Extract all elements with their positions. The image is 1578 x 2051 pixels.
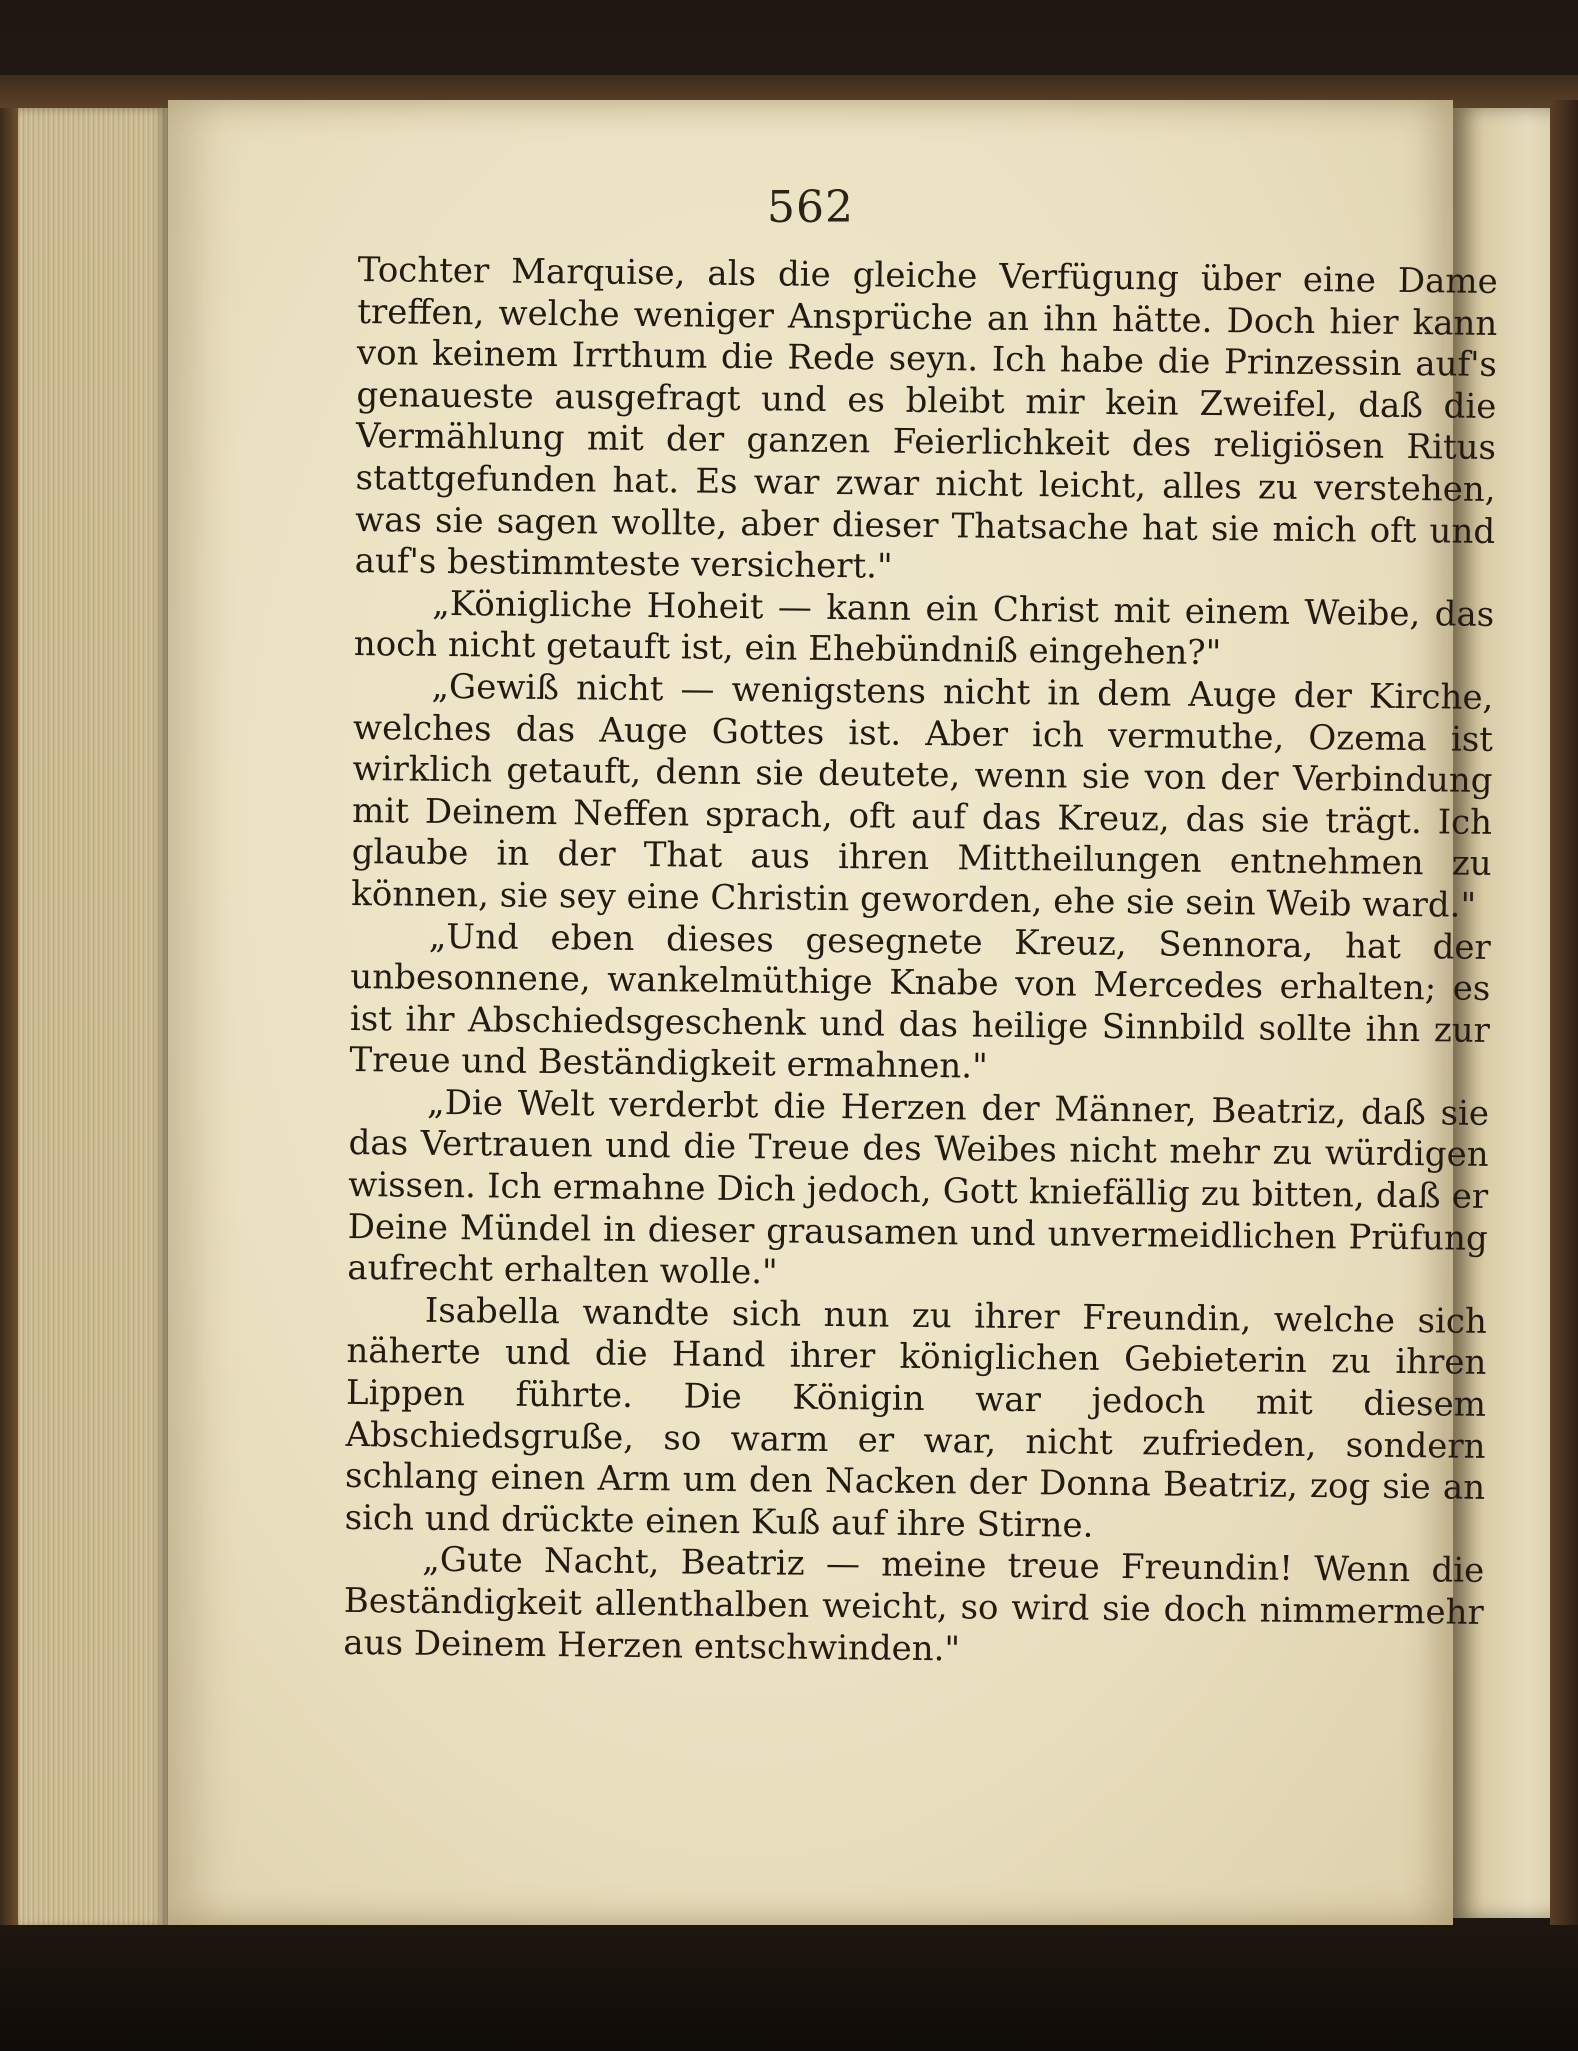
paragraph: „Königliche Hoheit — kann ein Christ mit einem Weibe, das noch nicht getauft ist, ein Ehebündniß eingehen?" xyxy=(353,583,1495,674)
paragraph: „Gewiß nicht — wenigstens nicht in dem Auge der Kirche, welches das Auge Gottes ist. Aber ich vermuthe, Ozema ist wirklich getauft, denn sie deutete, wenn sie von der Verbindung mit Deinem Neffen sprach, oft auf das Kreuz, das sie trägt. Ich glaube in der That aus ihren Mittheilungen entnehmen zu können, sie sey eine Christin geworden, ehe sie sein Weib ward." xyxy=(351,666,1494,926)
paragraph: „Gute Nacht, Beatriz — meine treue Freundin! Wenn die Beständigkeit allenthalben weicht, so wird sie doch nimmermehr aus Deinem Herzen entschwinden." xyxy=(343,1540,1485,1669)
paragraph: „Die Welt verderbt die Herzen der Männer, Beatriz, daß sie das Vertrauen und die Treue des Weibes nicht mehr zu würdigen wissen. Ich ermahne Dich jedoch, Gott kniefällig zu bitten, daß er Deine Mündel in dieser grausamen und unvermeidlichen Prüfung aufrecht erhalten wolle." xyxy=(347,1082,1490,1293)
page-edges-left xyxy=(0,108,168,1928)
background-bottom xyxy=(0,1925,1578,2051)
book-spine xyxy=(0,108,18,1928)
paragraph: Tochter Marquise, als die gleiche Verfügung über eine Dame treffen, welche weniger Ansprüche an ihn hätte. Doch hier kann von keinem Irrthum die Rede seyn. Ich habe die Prinzessin auf's genaueste ausgefragt und es bleibt mir kein Zweifel, daß die Vermählung mit der ganzen Feierlichkeit des religiösen Ritus stattgefunden hat. Es war zwar nicht leicht, alles zu verstehen, was sie sagen wollte, aber dieser Thatsache hat sie mich oft und auf's bestimmteste versichert." xyxy=(354,250,1498,587)
page-text xyxy=(343,250,1498,1676)
page-number: 562 xyxy=(767,182,854,233)
book-cover-right xyxy=(1550,100,1578,1930)
paragraph: Isabella wandte sich nun zu ihrer Freundin, welche sich näherte und die Hand ihrer königlichen Gebieterin zu ihren Lippen führte. Die Königin war jedoch mit diesem Abschiedsgruße, so warm er war, nicht zufrieden, sondern schlang einen Arm um den Nacken der Donna Beatriz, zog sie an sich und drückte einen Kuß auf ihre Stirne. xyxy=(344,1290,1488,1546)
book-page xyxy=(168,100,1498,1925)
paragraph: „Und eben dieses gesegnete Kreuz, Sennora, hat der unbesonnene, wankelmüthige Knabe von Mercedes erhalten; es ist ihr Abschiedsgeschenk und das heilige Sinnbild sollte ihn zur Treue und Beständigkeit ermahnen." xyxy=(349,916,1491,1087)
